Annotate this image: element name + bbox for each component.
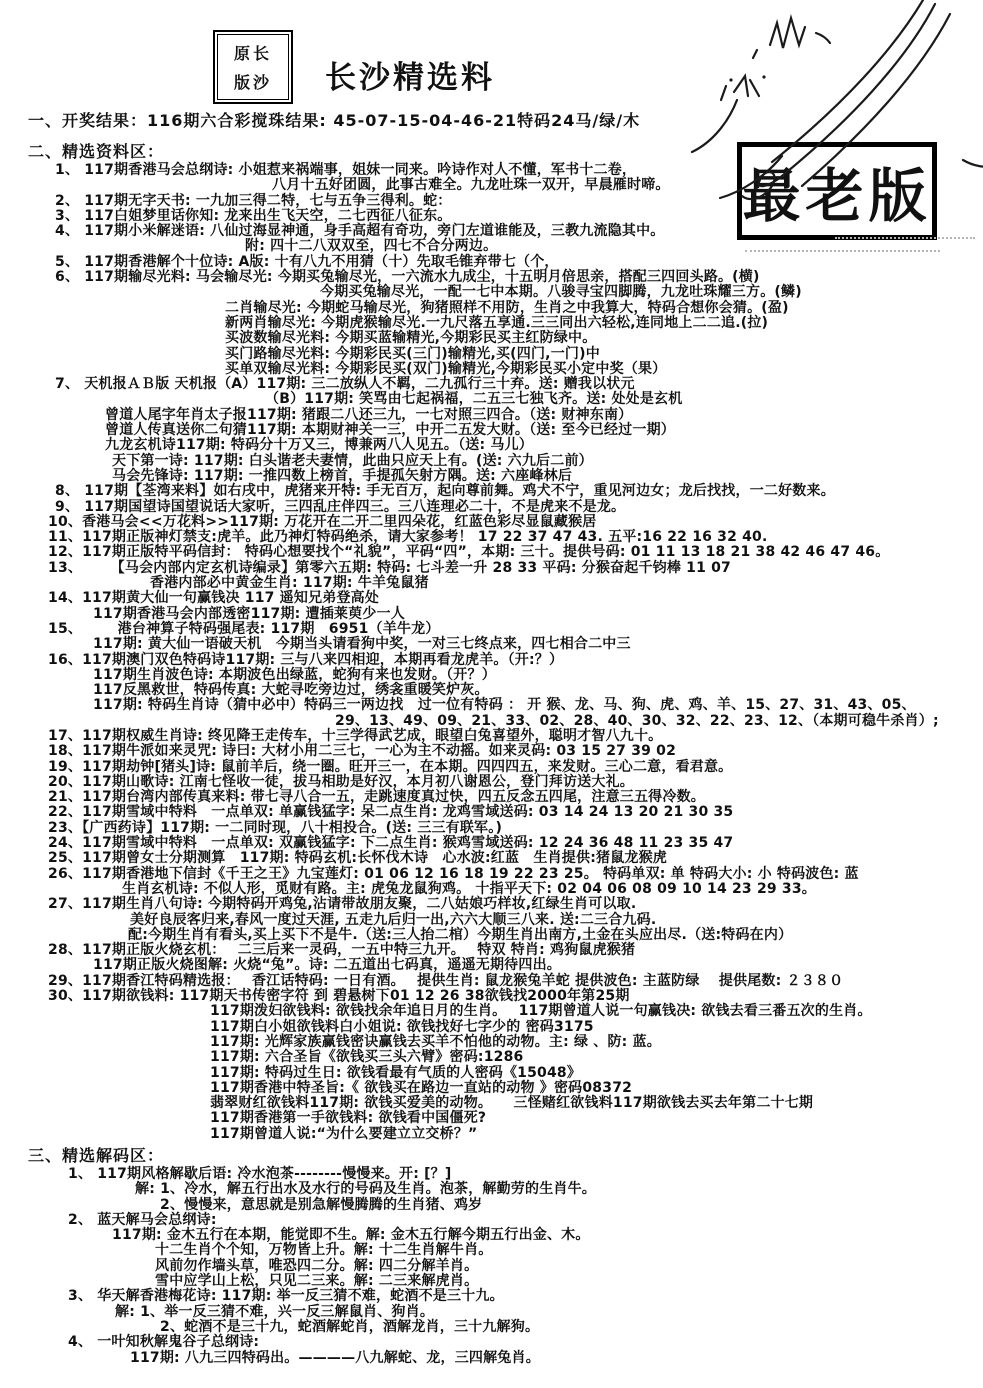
doc-line: 14、117期黄大仙一句赢钱决 117 遥知兄弟登高处 [48,590,380,607]
doc-line: 26、117期香港地下信封《千王之王》九宝莲灯: 01 06 12 16 18 19 22 23 25。 特码单双: 单 特码大小: 小 特码波色: 蓝 [48,865,859,882]
doc-line: 28、117期正版火烧玄机： 二三后来一灵码，一五中特三九开。 特双 特肖: 鸡狗鼠虎猴猪 [48,942,636,959]
doc-line: 117期: 金木五行在本期，能觉即不生。解: 金木五行解今期五行出金、木。 [112,1227,590,1244]
doc-line: 10、香港马会<<万花料>>117期: 万花开在二开二里四朵花，红蓝色彩尽显鼠藏猴居 [48,513,597,530]
section-results [0,112,983,130]
doc-line: 4、 117期小米解迷语: 八仙过海显神通，身手高超有奇功，旁门左道谁能及，三教九流隐其中。 [55,223,665,240]
doc-line: 解: 1、举一反三猜不难，兴一反三解鼠肖、狗肖。 [115,1303,435,1320]
doc-line: 8、 117期【荃湾来料】如右戌中，虎猪来开特: 手无百万，起向尊前舞。鸡犬不宁，重见河边女；龙后找找，一二好数来。 [55,483,835,500]
doc-line: 2、 蓝天解马会总纲诗: [68,1211,217,1228]
doc-line: 12、117期正版特平码信封： 特码心想要找个“礼貌”，平码“四”，本期: 三十。提供号码: 01 11 13 18 21 38 42 46 47 46。 [48,544,890,561]
doc-line: 香港内部必中黄金生肖: 117期: 牛羊兔鼠猪 [150,575,429,592]
doc-line: 新两肖输尽光: 今期虎猴输尽光.一九尺落五享通.三三同出六轻松,连同地上二二追.(拉) [225,314,769,331]
section-heading: 一、开奖结果：116期六合彩搅珠结果: 45-07-15-04-46-21特码24马/绿/木 [28,111,641,130]
doc-line: 天下第一诗: 117期: 白头谐老夫妻情，此曲只应天上有。(送: 六九后二前） [112,452,593,469]
doc-line: 八月十五好团圆，此事古难全。九龙吐珠一双开，早晨雁时啼。 [272,177,670,194]
doc-line: 2、 117期无字天书: 一九加三得二特，七与五争三得利。蛇： [55,192,452,209]
doc-line: （B）117期: 笑骂由七起祸福，二五三七独飞齐。送: 处处是玄机 [265,391,683,408]
section-heading: 三、精选解码区： [28,1146,165,1165]
doc-line: 117期: 黄大仙一语破天机 今期当头请看狗中奖，一对三七终点来，四七相合二中三 [93,636,631,653]
doc-line: 117期香港马会内部透密117期: 遭插莱萸少一人 [93,605,405,622]
doc-line: 生肖玄机诗: 不似人形，觅财有路。主: 虎兔龙鼠狗鸡。 十指平天下: 02 04 06 08 09 10 14 23 29 33。 [122,880,816,897]
doc-line: 1、 117期风格解歇后语: 冷水泡茶--------慢慢来。开: [？] [68,1166,452,1182]
doc-line: 买波数输尽光料: 今期买蓝输精光,今期彩民买主红防绿中。 [225,330,597,347]
doc-line: 23、【广西药诗】117期: 一二同时现，八十相投合。(送: 三三有联军。) [48,819,503,836]
doc-line: 2、蛇酒不是三十九，蛇酒解蛇肖，酒解龙肖，三十九解狗。 [160,1318,540,1335]
doc-line: 十二生肖个个知，万物皆上升。解: 十二生肖解牛肖。 [155,1242,493,1259]
section-decode [0,1147,983,1366]
doc-line: 9、 117期国望诗国望说话大家听，三四乱庄伴四三。三八连理必二十，不是虎来不是龙。 [55,498,626,515]
doc-line: 17、117期权威生肖诗: 终见降王走传车，十三学得武艺成，眼望白兔喜望外，聪明才智八九十。 [48,727,663,744]
doc-line: 117期: 六合圣旨《欲钱买三头六臂》密码:1286 [210,1049,524,1066]
doc-line: 20、117期山歌诗: 江南七怪收一徒，拔马相助是好汉，本月初八谢恩公，登门拜访送大礼。 [48,773,634,790]
oldest-edition-stamp: 最老版 [737,142,937,240]
doc-line: 曾道人传真送你二句猜117期: 本期财神关一三，中开二五发大财。（送: 至今已经过一期） [105,422,675,439]
doc-line: 3、 华天解香港梅花诗: 117期: 举一反三猜不难，蛇酒不是三十九。 [68,1288,504,1305]
doc-line: 25、117期曾女士分期测算 117期: 特码玄机:长怀伐木诗 心水波:红蓝 生肖提供:猪鼠龙猴虎 [48,850,667,867]
doc-line: 13、 【马会内部内定玄机诗编录】第零六五期: 特码: 七斗差一升 28 33 平码: 分猴奋起千钧棒 11 07 [48,559,731,576]
doc-line: 九龙玄机诗117期: 特码分十万又三，博兼两八人见五。（送: 马儿） [105,437,533,454]
doc-line: 美好良辰客归来,春风一度过天涯, 五走九后归一出,六六大顺三八来. 送:二三合九码. [130,911,657,928]
doc-line: 117期正版火烧图解: 火烧“兔”。诗: 二五道出七码真，遥遥无期待四出。 [93,957,561,974]
doc-line: 买单双输尽光料: 今期彩民买(双门)输精光,今期彩民买小定中奖（果） [225,360,667,377]
doc-line: 19、117期劫钟[猪头]诗: 鼠前羊后，绕一圈。旺开三一，在本期。四四四五，来发财。三心二意，看君意。 [48,758,733,775]
doc-line: 117期: 特码过生日: 欲钱看最有气质的人密码《15048》 [210,1064,582,1081]
origin-badge-line1: 原长 [233,44,272,63]
doc-line: 117期白小姐欲钱料白小姐说: 欲钱找好七字少的 密码3175 [210,1018,594,1035]
section-heading: 二、精选资料区： [28,142,165,161]
doc-line: 6、 117期输尽光料: 马会输尽光: 今期买兔输尽光，一六流水九成尘，十五明月倍思亲，搭配三四回头路。(横) [55,269,760,286]
doc-line: 马会先锋诗: 117期: 一推四数上榜首，手提孤矢射方隅。送: 六座峰林后 [112,467,573,484]
section-materials [0,143,983,1142]
doc-line: 117期: 八九三四特码出。————八九解蛇、龙，三四解兔肖。 [130,1349,540,1366]
doc-line: 买门路输尽光料: 今期彩民买(三门)输精光,买(四门,一门)中 [225,345,600,362]
doc-line: 2、慢慢来，意思就是别急解慢腾腾的生肖猪、鸡岁 [160,1196,483,1213]
doc-line: 21、117期台湾内部传真来料: 带七寻八合一五，走跳速度真过快，四五反念五四尾，注意三五得冷数。 [48,789,705,806]
doc-line: 7、 天机报ＡＢ版 天机报（A）117期: 三二放纵人不羁，二九孤行三十弃。送: 赠我以状元 [55,376,635,393]
doc-line: 29、13、49、09、21、33、02、28、40、30、32、22、23、12、（本期可稳牛杀肖）; [335,712,939,729]
doc-line: 1、 117期香港马会总纲诗: 小姐惹来祸端事，姐妹一同来。吟诗作对人不懂，军书十二卷， [55,162,637,178]
doc-line: 今期买兔输尽光，一配一七中本期。八骏寻宝四脚腾，九龙吐珠耀三方。(鳞) [320,284,802,301]
doc-line: 27、117期生肖八句诗: 今期特码开鸡兔,沾请带故朋友聚，二八姑娘巧样妆,红绿生肖可以取. [48,896,637,913]
doc-line: 5、 117期香港解个十位诗: A版: 十有八九不用猜（十）先取毛锥弃带七（个， [55,253,559,270]
doc-line: 解: 1、冷水，解五行出水及水行的号码及生肖。泡茶，解勤劳的生肖牛。 [135,1181,597,1198]
doc-line: 3、 117白姐梦里话你知: 龙来出生飞天空，二七西征八征东。 [55,207,452,224]
doc-line: 117反黑救世，特码传真: 大蛇寻吃旁边过，绣衾重暖笑炉灰。 [93,682,489,699]
doc-line: 22、117期雪域中特料 一点单双: 单赢钱猛字: 呆二点生肖: 龙鸡雪域送码: 03 14 24 13 20 21 30 35 [48,804,734,821]
doc-line: 117期: 光辉家族赢钱密诀赢钱去买羊不怕他的动物。主: 绿 、防: 蓝。 [210,1033,661,1050]
doc-line: 117期曾道人说:“为什么要建立立交桥？” [210,1125,478,1142]
doc-line: 11、117期正版神灯禁支:虎羊。此乃神灯特码绝杀，请大家参考！ 17 22 37 47 43. 五平:16 22 16 32 40. [48,529,768,546]
doc-line: 15、 港台神算子特码强尾表: 117期 6951（羊牛龙） [48,620,440,637]
doc-line: 117期: 特码生肖诗（猜中必中）特码三一两边找 过一位有特码 ： 开 猴、龙、马、狗、虎、鸡、羊、15、27、31、43、05、 [93,697,916,714]
doc-line: 30、117期欲钱料: 117期天书传密字符 到 碧悬树下01 12 26 38欲钱找2000年第25期 [48,988,630,1005]
doc-line: 翡翠财红欲钱料117期: 欲钱买爱美的动物。 三怪赌红欲钱料117期欲钱去买去年第二十七期 [210,1095,814,1112]
page-title: 长沙精选料 [325,60,495,96]
doc-line: 曾道人尾字年肖太子报117期: 猪跟二八还三九，一七对照三四合。（送: 财神东南） [105,406,633,423]
doc-line: 117期泼妇欲钱料: 欲钱找余年追日月的生肖。 117期曾道人说一句赢钱决: 欲钱去看三番五次的生肖。 [210,1003,872,1020]
doc-line: 117期生肖波色诗: 本期波色出绿蓝，蛇狗有来也发财。（开？） [93,666,496,683]
doc-line: 雪中应学山上松，只见二三来。解: 二三来解虎肖。 [155,1273,479,1290]
doc-line: 117期香港中特圣旨:《 欲钱买在路边一直站的动物 》密码08372 [210,1079,633,1096]
doc-line: 29、117期香江特码精选报： 香江话特码: 一日有酒。 提供生肖: 鼠龙猴兔羊蛇 提供波色: 主蓝防绿 提供尾数: ２３８０ [48,972,844,989]
origin-badge-line2: 版沙 [233,73,272,92]
doc-line: 117期香港第一手欲钱料: 欲钱看中国僵死? [210,1110,487,1127]
doc-line: 风前勿作墙头草，唯恐四二分。解: 四二分解羊肖。 [155,1257,479,1274]
doc-line: 配:今期生肖有看头,买上买下不是牛.（送:三人抬二棺）今期生肖出南方,土金在头应出尽.（送:特码在内） [128,926,793,943]
doc-line: 24、117期雪域中特料 一点单双: 双赢钱猛字: 下二点生肖: 猴鸡雪域送码: 12 24 36 48 11 23 35 47 [48,835,734,852]
doc-line: 二肖输尽光: 今期蛇马输尽光，狗猪照样不用防，生肖之中我算大，特码合想你会猜。(盈) [225,299,789,316]
doc-line: 附: 四十二八双双至，四七不合分两边。 [245,238,498,255]
doc-line: 18、117期牛派如来灵咒: 诗曰: 大材小用二三七，一心为主不动摇。如来灵码: 03 15 27 39 02 [48,743,677,760]
doc-line: 4、 一叶知秋解鬼谷子总纲诗: [68,1334,260,1351]
doc-line: 16、117期澳门双色特码诗117期: 三与八来四相迎，本期再看龙虎羊。（开:？） [48,651,564,668]
